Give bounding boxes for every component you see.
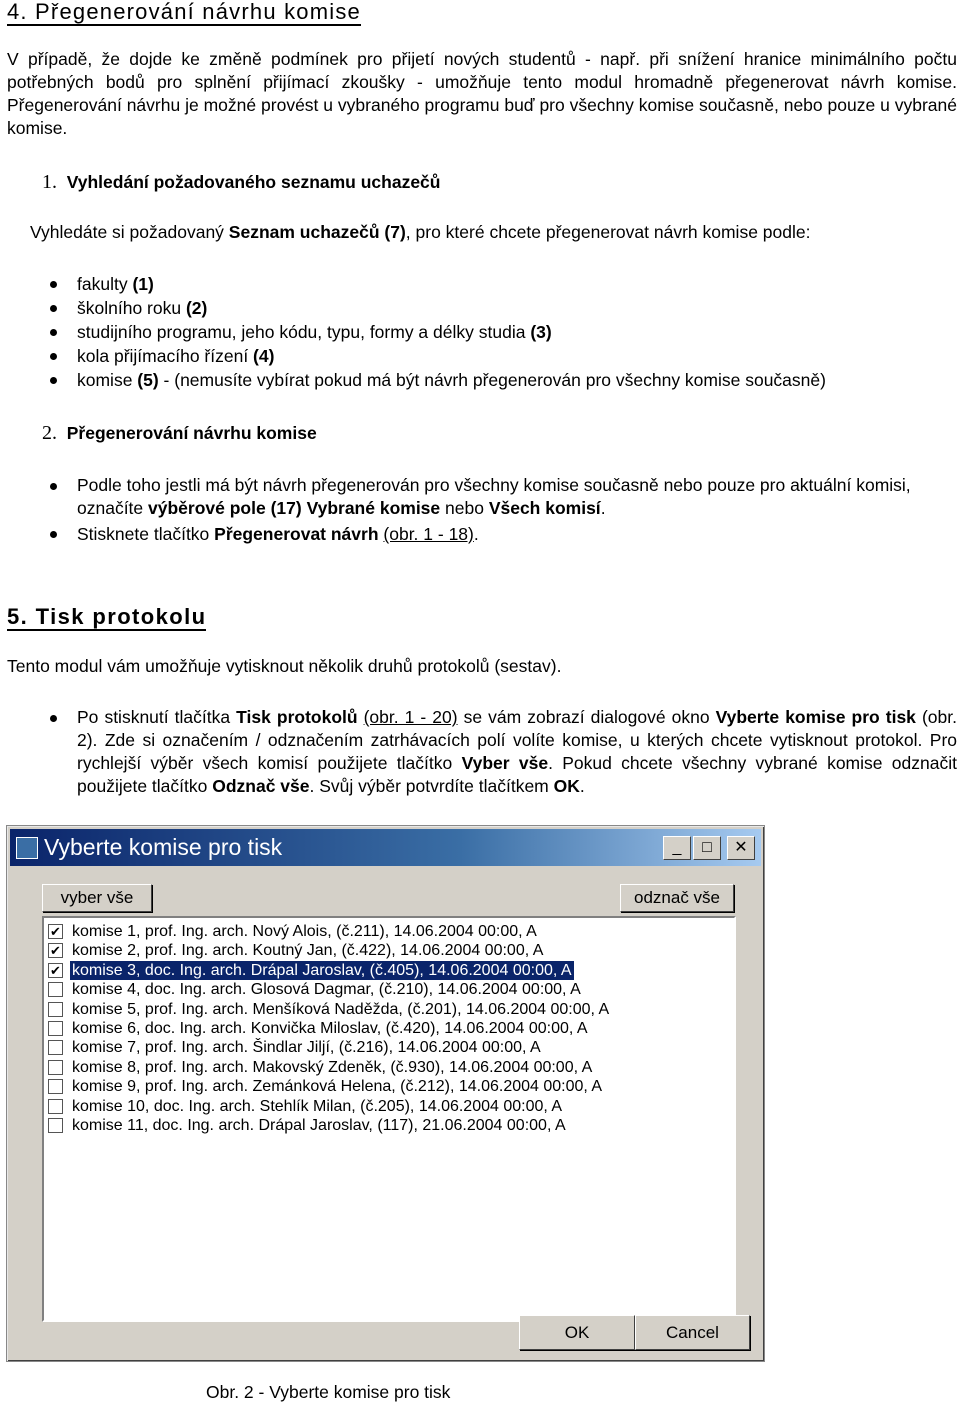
list-item-text: (obr. 2). Zde si označením / odznačením zatrhávacích polí volíte komise, u kterých chcete vytisknout protokol. Pro rychlejší výběr všech komisí použijete tlačítko [77,707,957,773]
list-item-bold: Vyber vše [461,753,549,773]
minimize-button[interactable]: _ [663,836,691,860]
list-item-label: komise 8, prof. Ing. arch. Makovský Zdeněk, (č.930), 14.06.2004 00:00, A [72,1058,593,1076]
list-item-ref: (3) [530,322,552,342]
list-item-ref: (2) [185,298,208,318]
list-item [7,522,957,546]
list-item-label: komise 1, prof. Ing. arch. Nový Alois, (č.211), 14.06.2004 00:00, A [72,923,537,940]
step-1-number: 1. [42,171,57,193]
print-committees-dialog [6,825,765,1362]
list-item-bold: Všech komisí [488,498,601,518]
checkbox[interactable] [48,1118,63,1133]
checkbox[interactable] [48,1002,63,1017]
list-item-ref: (5) [137,370,159,390]
step-1-text-b: Seznam uchazečů (7) [228,222,406,242]
section-5-list [7,706,957,798]
section-4-heading: 4. Přegenerování návrhu komise [7,0,361,24]
list-item-text: fakulty [77,274,133,294]
ok-button[interactable]: OK [519,1315,635,1350]
step-1-text [30,220,810,244]
checkbox[interactable] [48,1060,63,1075]
committee-list[interactable] [42,916,736,1322]
dialog-title: Vyberte komise pro tisk [44,834,283,860]
list-item-label: komise 4, doc. Ing. arch. Glosová Dagmar, (č.210), 14.06.2004 00:00, A [72,981,581,999]
list-item-text: . [473,524,479,544]
checkbox[interactable]: ✔ [48,963,63,978]
section-4-intro: V případě, že dojde ke změně podmínek pro přijetí nových studentů - např. při snížení hranice minimálního počtu potřebných bodů pro splnění přijímací zkoušky - umožňuje tento modul hromadně přegenerovat návrh komise. Přegenerování návrhu je možné provést u vybraného programu buď pro všechny komise současně, nebo pouze u vybrané komise. [7,49,957,138]
list-item-text: se vám zobrazí dialogové okno [457,707,716,727]
list-item-label: komise 2, prof. Ing. arch. Koutný Jan, (č.422), 14.06.2004 00:00, A [72,942,544,960]
list-item [7,706,957,798]
list-item [7,272,957,296]
list-item-bold: Tisk protokolů [236,707,358,727]
list-item-label: komise 11, doc. Ing. arch. Drápal Jaroslav, (117), 21.06.2004 00:00, A [72,1117,566,1134]
criteria-list [7,272,957,392]
list-item [7,320,957,344]
list-item [7,296,957,320]
list-item-label: komise 3, doc. Ing. arch. Drápal Jaroslav, (č.405), 14.06.2004 00:00, A [72,961,572,979]
app-icon [16,837,38,859]
list-item-label: komise 7, prof. Ing. arch. Šindlar Jiljí, (č.216), 14.06.2004 00:00, A [72,1039,541,1057]
list-item-bold: Odznač vše [212,776,310,796]
dialog-title-bar[interactable] [10,829,761,866]
list-item-text: školního roku [77,298,186,318]
cancel-button[interactable]: Cancel [635,1315,750,1350]
section-5-intro: Tento modul vám umožňuje vytisknout několik druhů protokolů (sestav). [7,656,562,676]
step-2-list [7,474,957,546]
list-item-text: . Pokud chcete všechny vybrané komise odznačit použijete tlačítko [77,753,957,796]
list-item-text: nebo [440,498,489,518]
close-button[interactable]: ✕ [727,836,755,860]
checkbox[interactable]: ✔ [48,924,63,939]
list-item [7,368,957,392]
list-item-label: komise 5, prof. Ing. arch. Menšíková Naděžda, (č.201), 14.06.2004 00:00, A [72,1000,610,1018]
list-item-text: Po stisknutí tlačítka [77,707,237,727]
list-item-text: studijního programu, jeho kódu, typu, formy a délky studia [77,322,531,342]
list-item-bold: Přegenerovat návrh [214,524,379,544]
select-all-button[interactable]: vyber vše [42,884,152,912]
figure-caption: Obr. 2 - Vyberte komise pro tisk [206,1382,451,1402]
step-1-text-a: Vyhledáte si požadovaný [30,222,229,242]
section-5-heading: 5. Tisk protokolu [7,604,207,629]
checkbox[interactable]: ✔ [48,943,63,958]
step-2-title: Přegenerování návrhu komise [66,423,317,443]
list-item-text: . [600,498,606,518]
list-item-text: . [579,776,585,796]
deselect-all-button[interactable]: odznač vše [620,884,734,912]
list-item-bold: Vyberte komise pro tisk [715,707,916,727]
list-item-label: komise 10, doc. Ing. arch. Stehlík Milan, (č.205), 14.06.2004 00:00, A [72,1097,563,1115]
checkbox[interactable] [48,982,63,997]
list-item [7,474,957,520]
checkbox[interactable] [48,1021,63,1036]
figure-ref: (obr. 1 - 18) [383,524,474,544]
list-item-text: komise [77,370,138,390]
list-item-text: Podle toho jestli má být návrh přegenerován pro všechny komise současně nebo pouze pro aktuální komisi, označíte [77,475,911,518]
step-2-number: 2. [42,422,57,444]
maximize-button[interactable]: □ [693,836,721,860]
list-item-text: Stisknete tlačítko [77,524,215,544]
step-1-heading [42,170,440,194]
step-1-text-c: , pro které chcete přegenerovat návrh komise podle: [405,222,811,242]
figure-ref: (obr. 1 - 20) [363,707,458,727]
list-item-ref: (1) [132,274,154,294]
list-item [7,344,957,368]
list-item-ref: (4) [253,346,275,366]
list-item-bold: výběrové pole (17) Vybrané komise [148,498,441,518]
list-item-text-tail: - (nemusíte vybírat pokud má být návrh přegenerován pro všechny komise současně) [158,370,826,390]
checkbox[interactable] [48,1079,63,1094]
checkbox[interactable] [48,1099,63,1114]
checkbox[interactable] [48,1040,63,1055]
list-item-label: komise 6, doc. Ing. arch. Konvička Miloslav, (č.420), 14.06.2004 00:00, A [72,1020,588,1037]
step-2-heading [42,421,317,445]
step-1-title: Vyhledání požadovaného seznamu uchazečů [66,172,441,192]
list-item-bold: OK [553,776,580,796]
list-item-label: komise 9, prof. Ing. arch. Zemánková Helena, (č.212), 14.06.2004 00:00, A [72,1078,603,1096]
list-item-text: . Svůj výběr potvrdíte tlačítkem [309,776,554,796]
list-item-text: kola přijímacího řízení [77,346,254,366]
